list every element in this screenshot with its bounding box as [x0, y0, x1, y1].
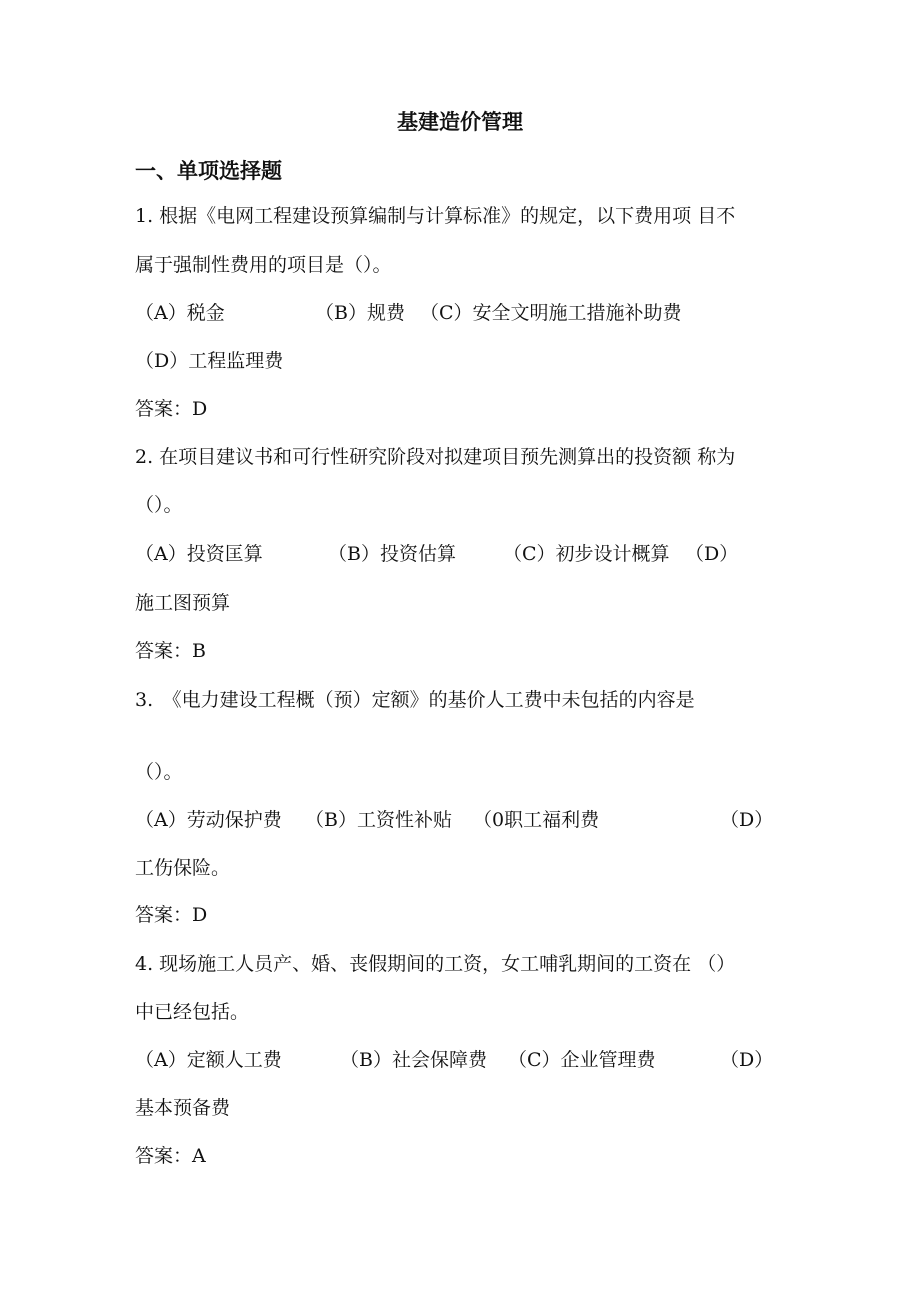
question-2-text-line-2: （）。 [135, 494, 183, 516]
question-2-option-c: （C）初步设计概算 [503, 543, 670, 565]
question-2-answer: 答案：B [135, 640, 206, 662]
question-3-text-line-2: （）。 [135, 761, 183, 783]
question-1-answer: 答案：D [135, 398, 208, 420]
question-4-option-d-text: 基本预备费 [135, 1097, 231, 1119]
question-4-option-c: （C）企业管理费 [508, 1049, 656, 1071]
question-3-option-d-text: 工伤保险。 [135, 857, 231, 879]
question-1-text-line-1: 1. 根据《电网工程建设预算编制与计算标准》的规定，以下费用项 目不 [135, 205, 736, 227]
question-1-option-d: （D）工程监理费 [135, 350, 284, 372]
question-4-text-line-2: 中已经包括。 [135, 1001, 250, 1023]
question-2-option-d: （D） [685, 543, 739, 565]
question-2-option-a: （A）投资匡算 [135, 543, 263, 565]
question-3-option-a: （A）劳动保护费 [135, 809, 282, 831]
question-3-option-d: （D） [720, 809, 774, 831]
question-1-option-a: （A）税金 [135, 302, 225, 324]
question-4-option-d: （D） [720, 1049, 774, 1071]
section-heading: 一、单项选择题 [135, 159, 282, 183]
question-2-text-line-1: 2. 在项目建议书和可行性研究阶段对拟建项目预先测算出的投资额 称为 [135, 446, 736, 468]
question-1-option-b: （B）规费 [315, 302, 405, 324]
question-4-text-line-1: 4. 现场施工人员产、婚、丧假期间的工资，女工哺乳期间的工资在 （） [135, 953, 736, 975]
question-4-option-a: （A）定额人工费 [135, 1049, 282, 1071]
document-title: 基建造价管理 [397, 110, 523, 134]
question-4-answer: 答案：A [135, 1145, 206, 1167]
question-3-text-line-1: 3. 《电力建设工程概（预）定额》的基价人工费中未包括的内容是 [135, 689, 695, 711]
question-3-answer: 答案：D [135, 904, 208, 926]
question-3-option-c: （0职工福利费 [473, 809, 600, 831]
question-1-text-line-2: 属于强制性费用的项目是（）。 [135, 254, 392, 276]
question-3-option-b: （B）工资性补贴 [305, 809, 452, 831]
question-2-option-d-text: 施工图预算 [135, 592, 231, 614]
question-4-option-b: （B）社会保障费 [340, 1049, 487, 1071]
question-1-option-c: （C）安全文明施工措施补助费 [420, 302, 682, 324]
question-2-option-b: （B）投资估算 [328, 543, 456, 565]
